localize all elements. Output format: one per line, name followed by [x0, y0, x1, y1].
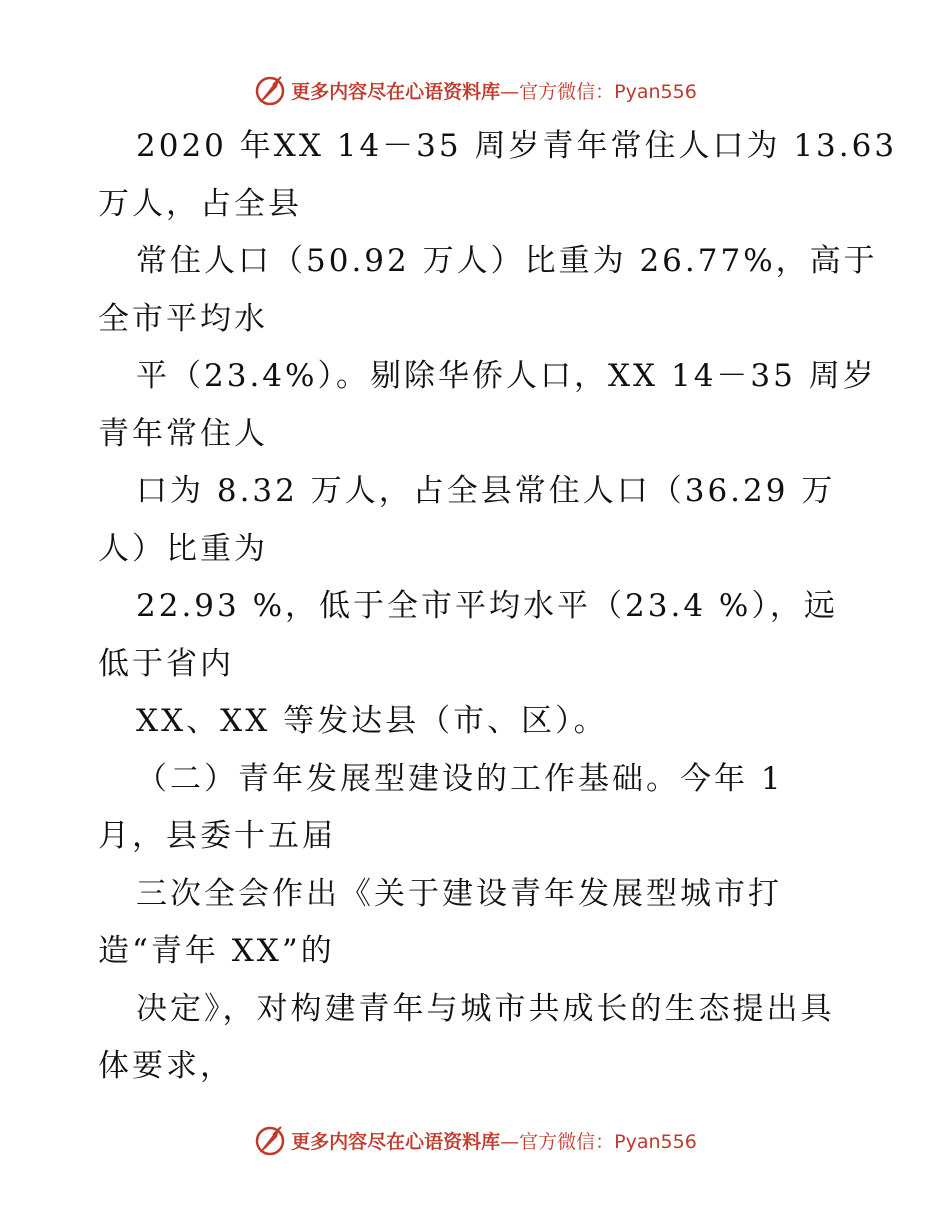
header-watermark [0, 72, 950, 108]
quill-pen-logo-icon [253, 73, 287, 107]
footer-watermark [0, 1122, 950, 1158]
text-line: XX、XX 等发达县（市、区）。 [136, 703, 608, 739]
text-line: 平（23.4%）。剔除华侨人口，XX 14－35 周岁 [136, 358, 877, 394]
text-line: 月，县委十五届 [98, 818, 336, 854]
watermark-dash: — [500, 1130, 520, 1153]
text-line: 决定》，对构建青年与城市共成长的生态提出具 [136, 990, 835, 1027]
watermark-text: 更多内容尽在心语资料库 [291, 1130, 501, 1153]
quill-pen-logo-icon [253, 1123, 287, 1157]
text-line: 2020 年XX 14－35 周岁青年常住人口为 13.63 [136, 128, 898, 164]
document-body [98, 118, 898, 1096]
text-line: 常住人口（50.92 万人）比重为 26.77%，高于 [136, 243, 878, 279]
text-line: 青年常住人 [98, 415, 268, 452]
text-line: 低于省内 [98, 645, 234, 682]
watermark-account: 官方微信：Pyan556 [519, 1130, 697, 1153]
watermark-account: 官方微信：Pyan556 [519, 80, 697, 103]
watermark-text: 更多内容尽在心语资料库 [291, 80, 501, 103]
text-line: 三次全会作出《关于建设青年发展型城市打 [136, 875, 782, 912]
text-line: 全市平均水 [98, 300, 268, 337]
text-line: 万人，占全县 [98, 185, 302, 222]
text-line: 口为 8.32 万人，占全县常住人口（36.29 万 [136, 473, 836, 509]
text-line: 22.93 %，低于全市平均水平（23.4 %），远 [136, 588, 838, 624]
text-line: 体要求， [98, 1048, 234, 1084]
text-line: （二）青年发展型建设的工作基础。今年 1 [136, 760, 784, 797]
text-line: 造“青年 XX”的 [98, 933, 335, 969]
text-line: 人）比重为 [98, 530, 268, 567]
watermark-dash: — [500, 80, 520, 103]
